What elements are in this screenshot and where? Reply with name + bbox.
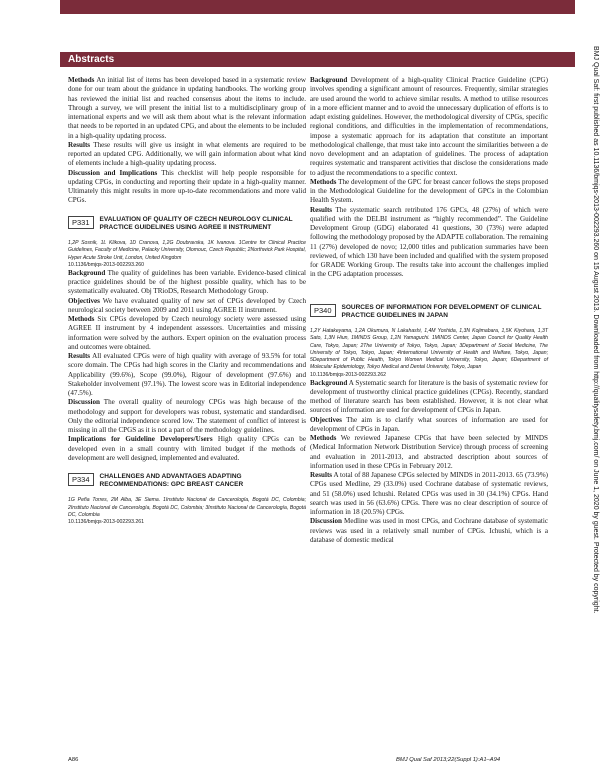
background-paragraph <box>310 379 548 416</box>
methods-text: We reviewed Japanese CPGs that have been selected by MINDS (Medical Information Network Distribution Service) through process of screening and evaluation in 2011-2013, and abstracted description about sources of information used in these CPGs in February 2012. <box>310 434 548 470</box>
poster-authors: 1G Peña Torres, 2M Alba, 3E Siema. 1Instituto Nacional de Cancerología, Bogotá DC, Colombia; 2Instituto Nacional de Cancerología, Bogotá DC, Colombia; 3Instituto Nacional de Cancerología, Bogotá DC, Colombia <box>68 497 306 519</box>
methods-label: Methods <box>68 315 95 324</box>
poster-doi: 10.1136/bmjqs-2013-002293.261 <box>68 519 145 526</box>
methods-text: The development of the GPC for breast cancer follows the steps proposed in the Methodological Guideline for the development of GPCs in the Colombian Health System. <box>310 177 549 205</box>
discussion-label: Discussion <box>68 398 100 407</box>
poster-title: SOURCES OF INFORMATION FOR DEVELOPMENT OF CLINICAL PRACTICE GUIDELINES IN JAPAN <box>341 303 542 319</box>
poster-id: P340 <box>310 304 336 317</box>
poster-id: P331 <box>68 216 94 229</box>
results-label: Results <box>310 471 333 480</box>
results-text: These results will give us insight in what elements are required to be reported an updated CPG. Additionally, we will gain information about what kind of elements include a high-quality updating process. <box>68 140 306 168</box>
methods-text: An initial list of items has been developed based in a systematic review done for our team about the guidance in updating handbooks. The working group has reviewed the initial list and reached consensus about the items to include. Through a survey, we will present the initial list to a multidisciplinary group of international experts and we will ask them about what is the relevant information that needs to be reported in an updated CPG, and about the elements to be included in a high-quality updating process. <box>68 76 306 140</box>
poster-authors: 1,2P Sosnik, 1L Klikova, 1D Cranova, 1,2G Doubravska, 1K Ivanova. 1Centre for Clinical Practice Guidelines, Faculty of Medicine, Palacky University, Olomouc, Czech Republic; 2Northwick Park Hospital, Hyper Acute Stroke Unit, London, United Kingdom <box>68 239 306 261</box>
sidebar-text[interactable]: BMJ Qual Saf: first published as 10.1136/bmjqs-2013-002293.260 on 15 August 2013. Downloaded from http://qualitysafety.bmj.com/ on June 1, 2020 by guest. Protected by copyright. <box>592 46 599 614</box>
right-column <box>310 76 548 545</box>
poster-id: P334 <box>68 473 94 486</box>
poster-title: CHALLENGES AND ADVANTAGES ADAPTING RECOMMENDATIONS: GPC BREAST CANCER <box>99 473 244 489</box>
poster-doi: 10.1136/bmjqs-2013-002293.260 <box>68 261 145 268</box>
results-paragraph <box>310 206 548 280</box>
poster-heading-p331 <box>68 216 306 232</box>
discussion-text: This checklist will help people responsible for updating CPGs, in conducting and reporting their update in a high-quality manner. Ultimately this might results in more up-to-date recommendations and more valid CPGs. <box>68 168 306 205</box>
discussion-text: Medline was used in most CPGs, and Cochrane database of systematic reviews was used in a relatively small number of CPGs. Ichushi, which is a database of domestic medical <box>310 517 548 544</box>
background-paragraph <box>68 269 306 297</box>
poster-heading-p334 <box>68 473 306 489</box>
objectives-text: We have evaluated quality of new set of CPGs developed by Czech neurological society between 2009 and 2011 using AGREE II instrument. <box>68 296 306 314</box>
objectives-label: Objectives <box>310 415 342 424</box>
objectives-label: Objectives <box>68 296 100 305</box>
results-paragraph <box>68 352 306 398</box>
methods-paragraph <box>68 76 306 141</box>
discussion-label: Discussion and Implications <box>68 168 158 177</box>
background-label: Background <box>310 378 348 387</box>
poster-authors: 1,2Y Hatakeyama, 1,2A Okumura, N Lakahashi, 1,4M Yoshida, 1,3N Kojimabara, 1,5K Kiyohara, 1,3T Sato, 1,3N Hiun, 1MINDS Group, 1,2N Yamaguchi. 1MINDS Center, Japan Council for Quality Health Care, Tokyo, Japan; 2The University of Tokyo, Tokyo, Japan; 3Department of Social Medicine, The University of Tokyo, Tokyo, Japan; 4International University of Health and Welfare, Tokyo, Japan; 5Department of Public Health, Tokyo Women Medical University, Tokyo, Japan; 6Department of Molecular Epidemiology, Tokyo Medical and Dental University, Tokyo, Japan <box>310 327 548 371</box>
methods-label: Methods <box>310 434 337 443</box>
background-text: A Systematic search for literature is the basis of systematic review for development of trustworthy clinical practice guidelines (CPGs). Recently, standard method of literature search has been established. However, it is not clear what sources of information are used for development of CPGs in Japan. <box>310 378 548 415</box>
results-label: Results <box>68 140 91 149</box>
section-label: Abstracts <box>60 52 575 67</box>
objectives-text: The aim is to clarify what sources of information are used for development of CPGs in Japan. <box>310 415 548 433</box>
objectives-paragraph <box>68 297 306 316</box>
poster-heading-p340 <box>310 304 548 320</box>
background-label: Background <box>68 268 106 277</box>
copyright-sidebar <box>589 46 599 746</box>
results-text: All evaluated CPGs were of high quality with average of 93.5% for total score domain. The CPGs had high scores in the Clarity and recommendations and Applicability (99.6%), Scope (99.0%), Rigour of development (97.6%) and Stakeholder involvement (97.1%). The lowest score was in Editorial independence (47.5%). <box>68 352 306 398</box>
background-paragraph <box>310 76 548 178</box>
discussion-paragraph <box>310 517 548 545</box>
results-label: Results <box>68 352 91 361</box>
implications-paragraph <box>68 435 306 463</box>
implications-label: Implications for Guideline Developers/Users <box>68 435 213 444</box>
results-label: Results <box>310 205 333 214</box>
discussion-text: The overall quality of neurology CPGs was high because of the methodology and support for developers was robust, systematic and standardised. Only the editorial independence scored low. The statement of conflict of interest is missing in all the CPGS as it is not a part of the methodology guidelines. <box>68 398 306 435</box>
objectives-paragraph <box>310 416 548 435</box>
methods-label: Methods <box>68 76 95 84</box>
page-number: A86 <box>68 757 79 763</box>
discussion-paragraph <box>68 169 306 206</box>
journal-citation: BMJ Qual Saf 2013;22(Suppl 1):A1–A94 <box>396 757 501 763</box>
methods-text: Six CPGs developed by Czech neurology society were assessed using AGREE II instrument by 4 independent assessors. Uncertainties and missing information were solved by the authors. Expert opinion on the evaluation process and outcomes were obtained. <box>68 315 307 351</box>
background-label: Background <box>310 76 348 84</box>
results-text: The systematic search retributed 176 GPCs, 48 (27%) of which were qualified with the DELBI instrument as “highly recommended”. The Guideline Development Group (GDG) elaborated 41 questions, 30 (73%) were adapted following the methodology proposed by the ADAPTE collaboration. The remaining 11 (27%) developed de novo; 12,000 titles and publication summaries have been reviewed, of which 130 have been included and qualified with the system proposed for GRADE Working Group. The results take into account the challenges implied in the CPG adaptation processes. <box>310 205 548 279</box>
poster-doi: 10.1136/bmjqs-2013-002293.262 <box>310 371 387 378</box>
header-bar <box>60 0 575 14</box>
poster-title: EVALUATION OF QUALITY OF CZECH NEUROLOGY CLINICAL PRACTICE GUIDELINES USING AGREE II INSTRUMENT <box>99 215 293 231</box>
results-paragraph <box>68 141 306 169</box>
results-paragraph <box>310 471 548 517</box>
discussion-label: Discussion <box>310 517 342 526</box>
methods-paragraph <box>68 315 306 352</box>
background-text: Development of a high-quality Clinical Practice Guideline (CPG) involves spending a significant amount of resources. Frequently, similar strategies are used around the world to achieve similar results. A method to utilise resources in a more efficient manner and to avoid the unnecessary duplication of efforts is to adapt existing guidelines. However, the methodological diversity of CPGs, specific regional conditions, and difficulties in the implementation of recommendations, impose a systematic approach for its adaptation that constitute an important methodological challenge, that must take into account the similarities between a de novo development and an adaptation of guidelines. The process of adaptation requires systematic and transparent activities that disclose the considerations made to adjust the recommendations to a specific context. <box>310 76 548 177</box>
methods-label: Methods <box>310 177 337 186</box>
left-column <box>68 76 306 526</box>
results-text: A total of 88 Japanese CPGs selected by MINDS in 2011-2013. 65 (73.9%) CPGs used Medline, 29 (33.0%) used Cochrane database of systematic reviews, and 51 (58.0%) used Ichushi. Related CPGs was used in 30 (34.1%) CPGs. Hand search was used in 56 (63.6%) CPGs. There was no clear description of source of information in 18 (20.5%) CPGs. <box>310 471 548 517</box>
methods-paragraph <box>310 178 548 206</box>
background-text: The quality of guidelines has been variable. Evidence-based clinical practice guidelines should be of the highest possible quality, which has to be systematically evaluated. Obj TRioDS, Research Methodology Group. <box>68 268 306 296</box>
implications-text: High quality CPGs can be developed even in a small country with limited budget if the methods of development are well designed, implemented and evaluated. <box>68 435 306 462</box>
discussion-paragraph <box>68 398 306 435</box>
methods-paragraph <box>310 434 548 471</box>
